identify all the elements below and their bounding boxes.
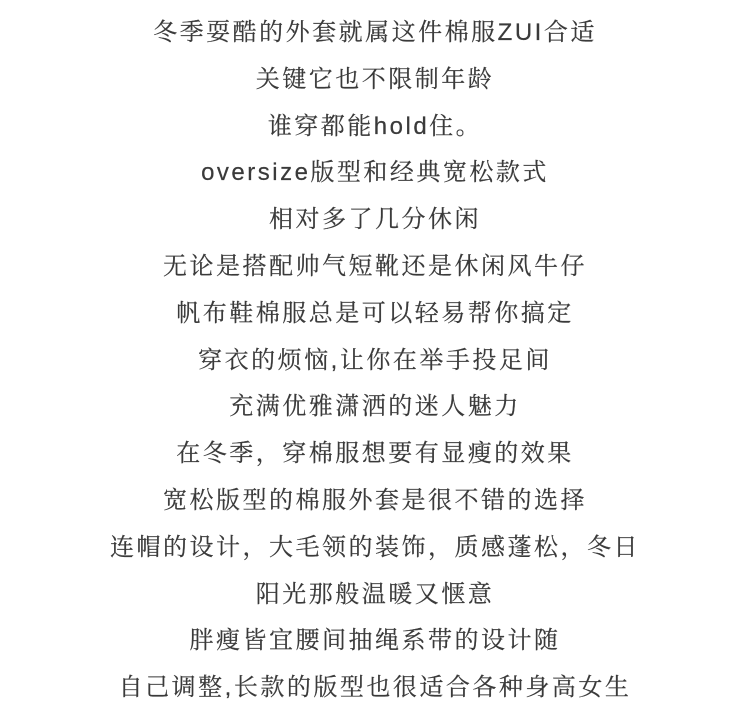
description-line: 自己调整,长款的版型也很适合各种身高女生 xyxy=(118,674,632,702)
description-line: 充满优雅潇洒的迷人魅力 xyxy=(229,393,521,421)
description-line: 冬季耍酷的外套就属这件棉服ZUI合适 xyxy=(153,19,597,46)
description-line: oversize版型和经典宽松款式 xyxy=(201,159,549,187)
description-line: 胖瘦皆宜腰间抽绳系带的设计随 xyxy=(189,627,561,655)
description-line: 在冬季，穿棉服想要有显瘦的效果 xyxy=(176,440,574,468)
description-line: 阳光那般温暖又惬意 xyxy=(255,580,495,608)
description-line: 相对多了几分休闲 xyxy=(269,206,481,234)
description-line: 连帽的设计，大毛领的装饰，质感蓬松，冬日 xyxy=(110,533,640,561)
description-line: 谁穿都能hold住。 xyxy=(267,112,483,140)
description-line: 穿衣的烦恼,让你在举手投足间 xyxy=(198,346,552,374)
description-line: 宽松版型的棉服外套是很不错的选择 xyxy=(163,486,587,514)
description-line: 帆布鞋棉服总是可以轻易帮你搞定 xyxy=(176,299,574,327)
description-line: 无论是搭配帅气短靴还是休闲风牛仔 xyxy=(163,252,587,280)
description-line: 关键它也不限制年龄 xyxy=(255,65,495,93)
